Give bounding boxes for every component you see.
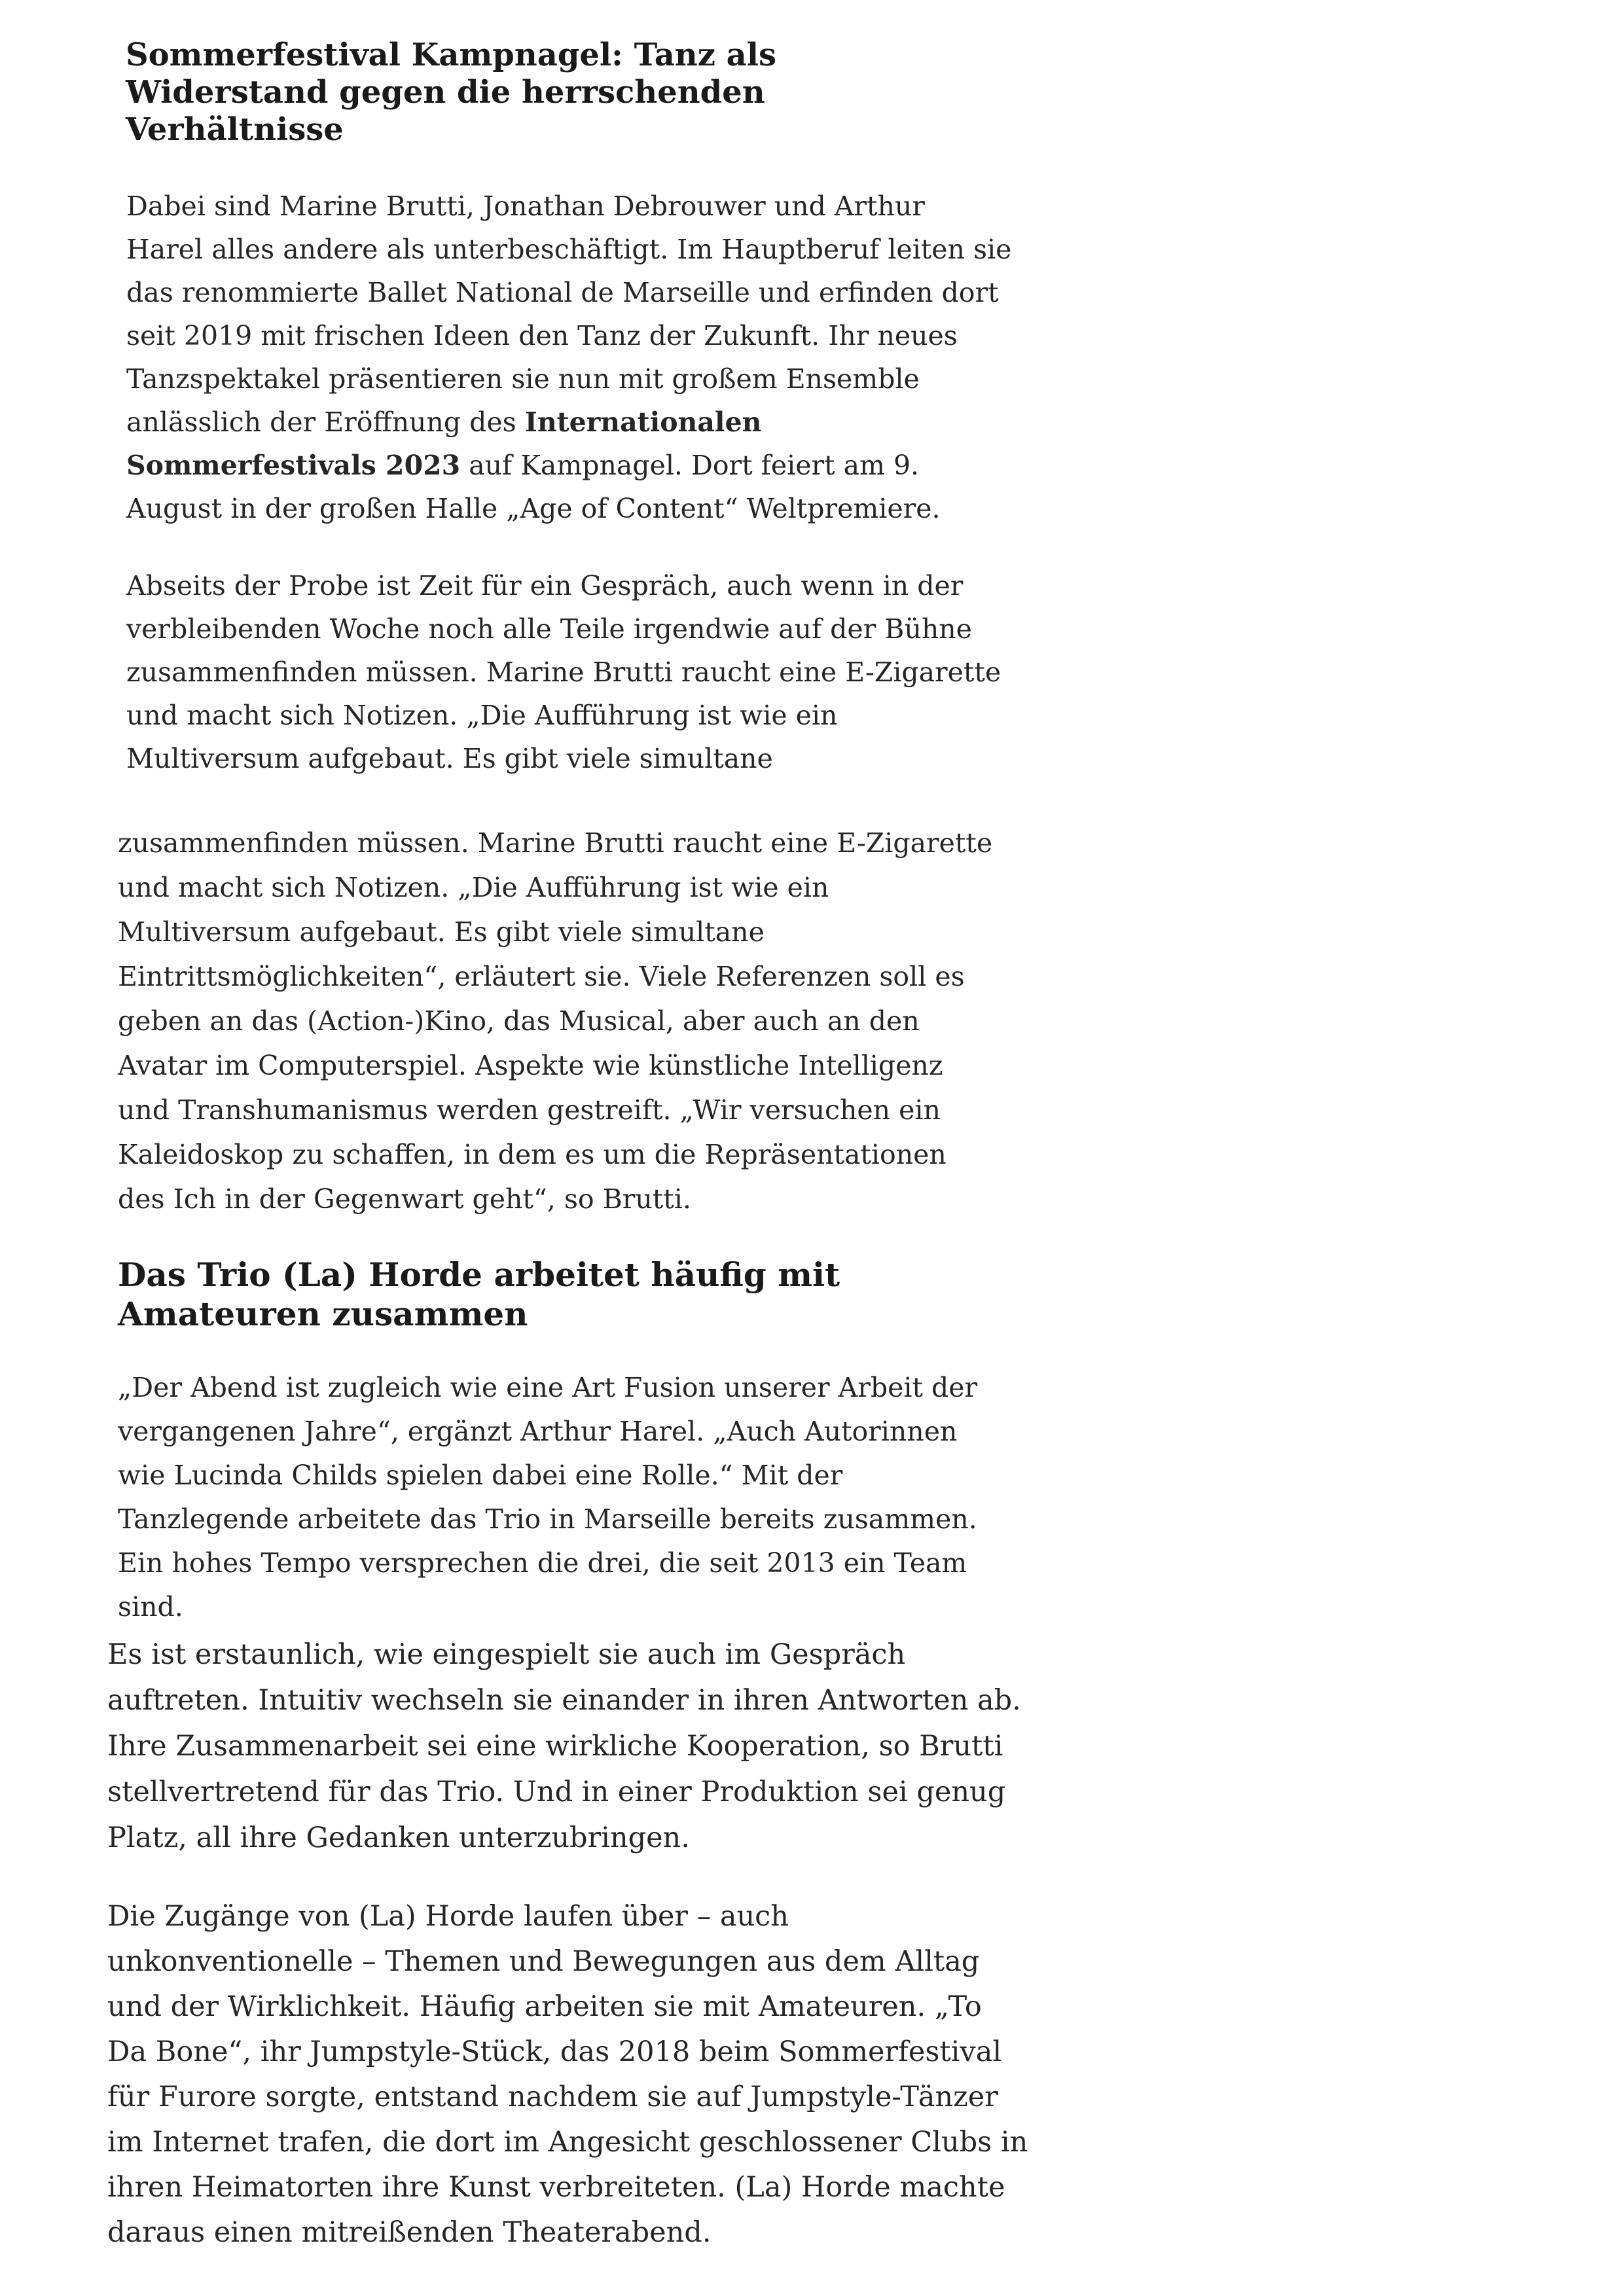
paragraph-line: Dabei sind Marine Brutti, Jonathan Debrouwer und Arthur xyxy=(126,190,925,222)
paragraph-line: wie Lucinda Childs spielen dabei eine Rolle.“ Mit der xyxy=(118,1460,843,1491)
paragraph-line: Abseits der Probe ist Zeit für ein Gespräch, auch wenn in der xyxy=(126,570,964,601)
paragraph-line: daraus einen mitreißenden Theaterabend. xyxy=(107,2216,712,2249)
paragraph-line: sind. xyxy=(118,1591,183,1623)
paragraph-line: und Transhumanismus werden gestreift. „Wir versuchen ein xyxy=(118,1094,941,1126)
paragraph-line: zusammenfinden müssen. Marine Brutti raucht eine E-Zigarette xyxy=(126,656,1001,688)
paragraph-line: Tanzlegende arbeitete das Trio in Marseille bereits zusammen. xyxy=(118,1503,977,1535)
article-heading-2 xyxy=(118,1255,840,1334)
paragraph-line: Die Zugänge von (La) Horde laufen über – auch xyxy=(107,1900,789,1933)
text-run: anlässlich der Eröffnung des xyxy=(126,406,525,438)
paragraph-line: und macht sich Notizen. „Die Aufführung ist wie ein xyxy=(118,872,829,903)
paragraph-line: vergangenen Jahre“, ergänzt Arthur Harel. „Auch Autorinnen xyxy=(118,1416,958,1447)
text-run: auf Kampnagel. Dort feiert am 9. xyxy=(460,450,920,481)
paragraph-line xyxy=(126,401,1011,444)
heading-line: Verhältnisse xyxy=(126,111,344,148)
paragraph-line: August in der großen Halle „Age of Content“ Weltpremiere. xyxy=(126,493,941,524)
paragraph-line: des Ich in der Gegenwart geht“, so Brutti. xyxy=(118,1183,691,1215)
paragraph-line: unkonventionelle – Themen und Bewegungen aus dem Alltag xyxy=(107,1945,980,1978)
paragraph-5 xyxy=(107,1632,1021,1861)
paragraph-line: Ihre Zusammenarbeit sei eine wirkliche Kooperation, so Brutti xyxy=(107,1730,1003,1763)
paragraph-3 xyxy=(118,821,992,1221)
paragraph-line: Multiversum aufgebaut. Es gibt viele simultane xyxy=(126,743,773,774)
heading-line: Amateuren zusammen xyxy=(118,1295,528,1333)
article-heading-1 xyxy=(126,37,776,149)
paragraph-line xyxy=(126,444,1011,487)
heading-line: Sommerfestival Kampnagel: Tanz als xyxy=(126,37,777,73)
paragraph-6 xyxy=(107,1894,1028,2255)
paragraph-line: und macht sich Notizen. „Die Aufführung ist wie ein xyxy=(126,700,838,731)
paragraph-4 xyxy=(118,1366,977,1629)
paragraph-line: Avatar im Computerspiel. Aspekte wie künstliche Intelligenz xyxy=(118,1050,943,1081)
paragraph-line: verbleibenden Woche noch alle Teile irgendwie auf der Bühne xyxy=(126,613,972,645)
heading-line: Widerstand gegen die herrschenden xyxy=(126,74,765,111)
paragraph-1 xyxy=(126,185,1011,530)
paragraph-line: stellvertretend für das Trio. Und in einer Produktion sei genug xyxy=(107,1776,1006,1808)
paragraph-line: im Internet trafen, die dort im Angesicht geschlossener Clubs in xyxy=(107,2126,1028,2159)
paragraph-line: Platz, all ihre Gedanken unterzubringen. xyxy=(107,1821,690,1854)
paragraph-line: zusammenfinden müssen. Marine Brutti raucht eine E-Zigarette xyxy=(118,827,993,859)
paragraph-line: und der Wirklichkeit. Häufig arbeiten sie mit Amateuren. „To xyxy=(107,1990,982,2023)
paragraph-line: ihren Heimatorten ihre Kunst verbreiteten. (La) Horde machte xyxy=(107,2171,1005,2204)
paragraph-line: Harel alles andere als unterbeschäftigt. Im Hauptberuf leiten sie xyxy=(126,234,1012,265)
paragraph-line: für Furore sorgte, entstand nachdem sie auf Jumpstyle-Tänzer xyxy=(107,2081,998,2113)
paragraph-line: Da Bone“, ihr Jumpstyle-Stück, das 2018 beim Sommerfestival xyxy=(107,2036,1002,2068)
paragraph-line: Eintrittsmöglichkeiten“, erläutert sie. Viele Referenzen soll es xyxy=(118,961,965,992)
bold-text: Sommerfestivals 2023 xyxy=(126,450,461,481)
bold-text: Internationalen xyxy=(524,406,762,438)
paragraph-line: geben an das (Action-)Kino, das Musical, aber auch an den xyxy=(118,1005,920,1037)
paragraph-line: Kaleidoskop zu schaffen, in dem es um die Repräsentationen xyxy=(118,1139,947,1170)
paragraph-line: das renommierte Ballet National de Marseille und erfinden dort xyxy=(126,277,999,308)
paragraph-line: Tanzspektakel präsentieren sie nun mit großem Ensemble xyxy=(126,363,920,395)
paragraph-line: auftreten. Intuitiv wechseln sie einander in ihren Antworten ab. xyxy=(107,1684,1021,1717)
paragraph-line: Es ist erstaunlich, wie eingespielt sie auch im Gespräch xyxy=(107,1638,906,1671)
paragraph-2 xyxy=(126,564,1001,780)
paragraph-line: Multiversum aufgebaut. Es gibt viele simultane xyxy=(118,916,765,948)
paragraph-line: seit 2019 mit frischen Ideen den Tanz der Zukunft. Ihr neues xyxy=(126,320,958,351)
paragraph-line: Ein hohes Tempo versprechen die drei, die seit 2013 ein Team xyxy=(118,1547,967,1579)
heading-line: Das Trio (La) Horde arbeitet häufig mit xyxy=(118,1255,840,1294)
paragraph-line: „Der Abend ist zugleich wie eine Art Fusion unserer Arbeit der xyxy=(118,1372,978,1403)
